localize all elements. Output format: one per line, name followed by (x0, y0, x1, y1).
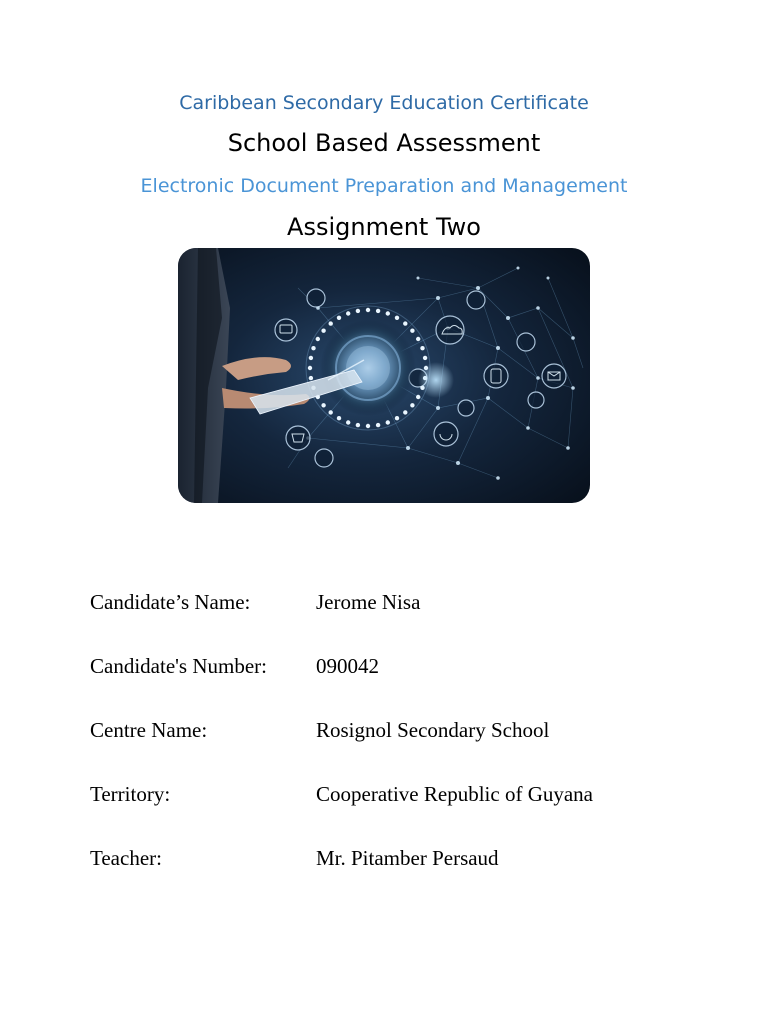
exam-title: Caribbean Secondary Education Certificate (179, 92, 589, 114)
ring-dot (395, 416, 399, 420)
technology-network-illustration (178, 248, 590, 503)
subject-title: Electronic Document Preparation and Management (140, 175, 628, 197)
ring-dot (423, 356, 427, 360)
ring-dot (366, 308, 370, 312)
ring-dot (311, 346, 315, 350)
candidate-info-table (90, 590, 690, 910)
info-label: Teacher: (90, 846, 162, 870)
ring-dot (321, 329, 325, 333)
ring-dot (410, 329, 414, 333)
info-label: Candidate’s Name: (90, 590, 251, 614)
territory-value: Cooperative Republic of Guyana (316, 782, 593, 806)
teacher-value: Mr. Pitamber Persaud (316, 846, 499, 870)
ring-dot (309, 376, 313, 380)
info-row-candidate-number (90, 654, 690, 718)
info-row-centre-name (90, 718, 690, 782)
info-row-territory (90, 782, 690, 846)
assignment-title: Assignment Two (287, 213, 481, 241)
candidate-name-value: Jerome Nisa (316, 590, 421, 614)
ring-dot (356, 309, 360, 313)
info-label: Candidate's Number: (90, 654, 267, 678)
ring-dot (308, 366, 312, 370)
ring-dot (386, 311, 390, 315)
ring-dot (337, 416, 341, 420)
ring-dot (420, 346, 424, 350)
info-label: Centre Name: (90, 718, 208, 742)
ring-dot (337, 316, 341, 320)
ring-dot (416, 395, 420, 399)
assessment-title: School Based Assessment (227, 129, 541, 157)
ring-dot (346, 311, 350, 315)
ring-dot (395, 316, 399, 320)
ring-dot (316, 337, 320, 341)
info-row-candidate-name (90, 590, 690, 654)
ring-dot (410, 403, 414, 407)
ring-dot (386, 420, 390, 424)
ring-dot (403, 410, 407, 414)
ring-dot (309, 356, 313, 360)
ring-dot (356, 423, 360, 427)
ring-dot (376, 423, 380, 427)
cover-image (178, 248, 590, 503)
ring-dot (321, 403, 325, 407)
ring-dot (376, 309, 380, 313)
ring-dot (346, 420, 350, 424)
info-row-teacher (90, 846, 690, 910)
ring-dot (366, 424, 370, 428)
centre-name-value: Rosignol Secondary School (316, 718, 550, 742)
ring-dot (329, 410, 333, 414)
info-label: Territory: (90, 782, 171, 806)
ring-dot (403, 321, 407, 325)
candidate-number-value: 090042 (316, 654, 379, 678)
ring-dot (416, 337, 420, 341)
ring-dot (329, 321, 333, 325)
